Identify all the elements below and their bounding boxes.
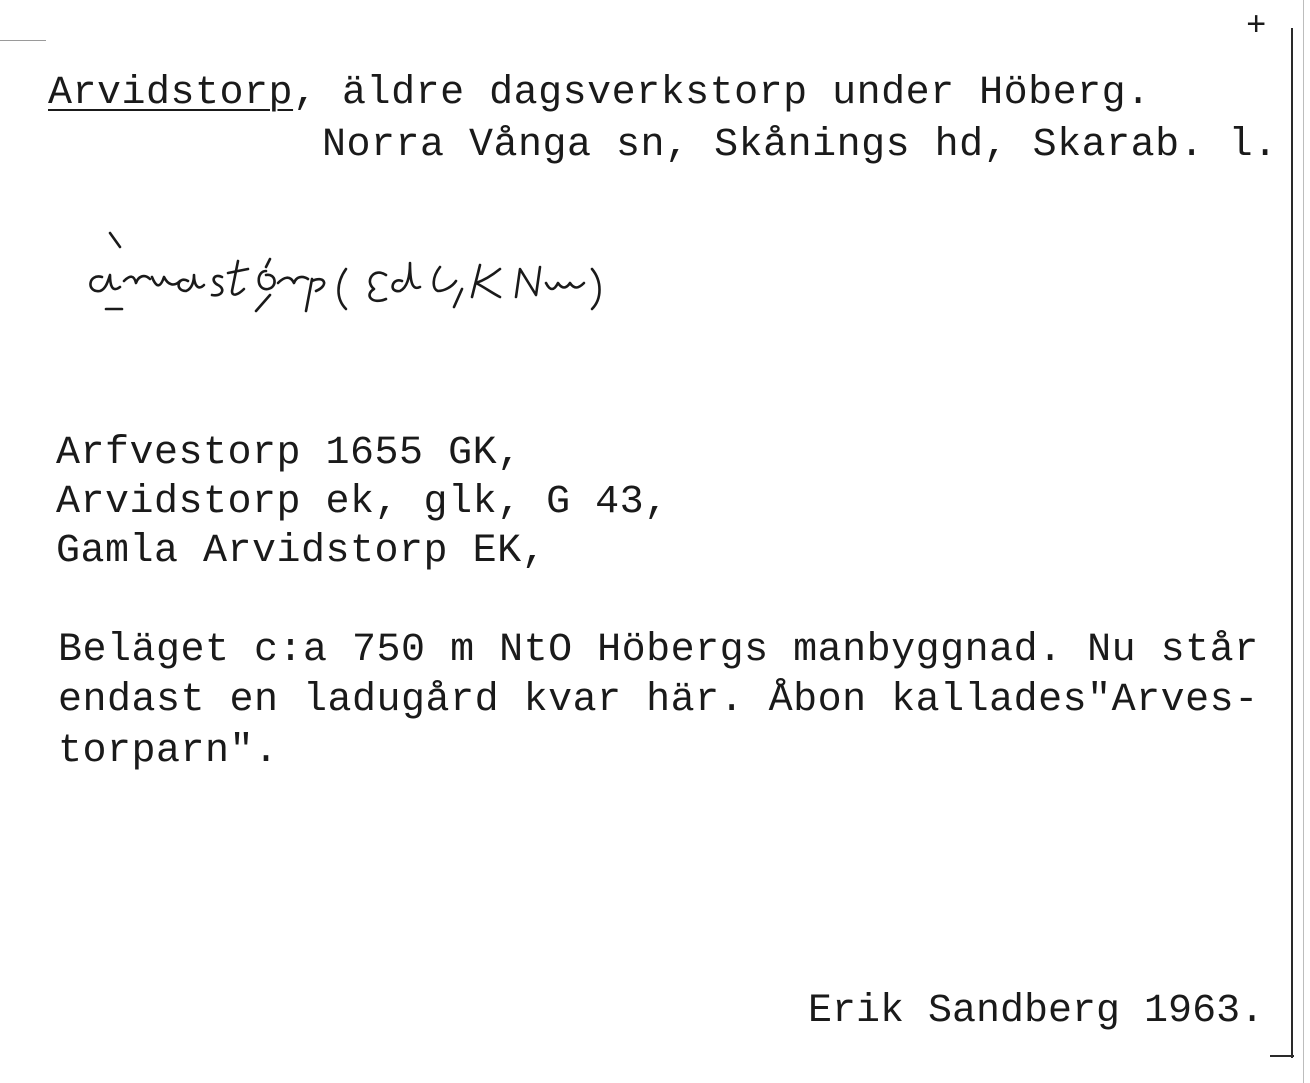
heading-line-1-rest: , äldre dagsverkstorp under Höberg. xyxy=(293,71,1151,116)
form-line-1: Arfvestorp 1655 GK, xyxy=(56,431,522,476)
headword: Arvidstorp xyxy=(48,71,294,116)
heading-line-2: Norra Vånga sn, Skånings hd, Skarab. l. xyxy=(322,123,1278,168)
form-line-2: Arvidstorp ek, glk, G 43, xyxy=(56,480,669,525)
card-edge-right-shadow xyxy=(1303,0,1304,1083)
description-line-2: endast en ladugård kvar här. Åbon kallades"Arves- xyxy=(58,678,1259,723)
card-edge-right xyxy=(1291,28,1293,1058)
handwritten-pronunciation xyxy=(80,225,820,335)
form-line-3: Gamla Arvidstorp EK, xyxy=(56,529,547,574)
description-line-3: torparn". xyxy=(58,729,279,774)
signature: Erik Sandberg 1963. xyxy=(808,989,1265,1034)
heading-line-1 xyxy=(48,70,1151,118)
card-edge-top-left xyxy=(0,40,46,41)
description-line-1: Beläget c:a 750 m NtO Höbergs manbyggnad. Nu står xyxy=(58,628,1259,673)
card-edge-bottom xyxy=(1270,1055,1294,1057)
corner-mark: + xyxy=(1246,8,1267,46)
